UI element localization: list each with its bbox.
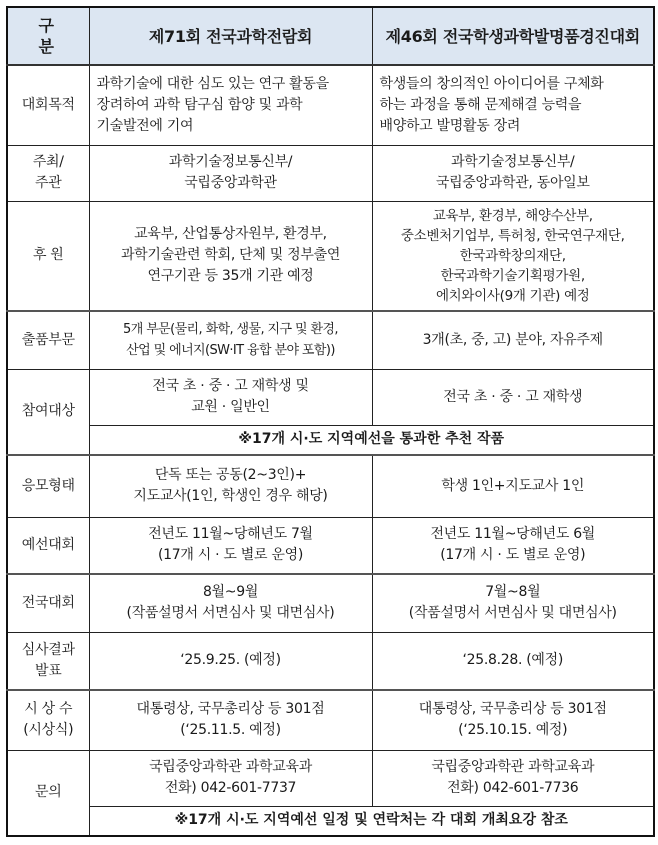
text-line: (시상식) <box>23 722 74 739</box>
text-line: 한국과학창의재단, <box>459 247 566 264</box>
text-line: 주관 <box>35 175 62 191</box>
text-line: 중소벤처기업부, 특허청, 한국연구재단, <box>400 227 625 244</box>
awards-col1 <box>89 690 372 750</box>
text-line: (17개 시 · 도 별로 운영) <box>157 547 303 564</box>
row-awards <box>7 690 654 750</box>
text-line: 발표 <box>35 662 62 679</box>
text-line: 국립중앙과학관 <box>184 175 277 191</box>
row-sponsor <box>7 201 654 311</box>
text-line: 연구기관 등 35개 기관 예정 <box>147 268 314 285</box>
entry-type-col1 <box>89 455 372 517</box>
text-line: 교원 · 일반인 <box>191 399 270 415</box>
text-line: 지도교사(1인, 학생인 경우 해당) <box>133 488 328 505</box>
host-col1 <box>89 145 372 201</box>
text-line: 과학기술정보통신부/ <box>451 154 575 170</box>
sponsor-col2 <box>372 201 654 311</box>
header-row <box>7 7 654 65</box>
text-line: (작품설명서 서면심사 및 대면심사) <box>408 605 617 622</box>
awards-col2 <box>372 690 654 750</box>
row-label-purpose: 대회목적 <box>7 65 89 145</box>
text-line: 에치와이사(9개 기관) 예정 <box>435 287 590 304</box>
text-line: 교육부, 환경부, 해양수산부, <box>432 207 593 224</box>
row-host <box>7 145 654 201</box>
category-col2 <box>372 311 654 369</box>
row-eligibility <box>7 369 654 425</box>
text-line: 하는 과정을 통해 문제해결 능력을 <box>379 96 582 113</box>
sponsor-col1 <box>89 201 372 311</box>
text-line: 전화) 042-601-7737 <box>164 780 297 796</box>
text-line: 학생들의 창의적인 아이디어를 구체화 <box>379 75 604 92</box>
text-line: 시 상 수 <box>24 701 73 718</box>
eligibility-col1 <box>89 369 372 425</box>
row-results <box>7 632 654 690</box>
text-line: ‘25.9.25. (예정) <box>180 652 281 669</box>
text-line: 8월~9월 <box>202 584 259 601</box>
national-col2 <box>372 574 654 632</box>
text-line: 심사결과 <box>21 641 75 658</box>
text-line: 기술발전에 기여 <box>96 117 194 134</box>
row-label-entry-type: 응모형태 <box>7 455 89 517</box>
row-label-eligibility: 참여대상 <box>7 369 89 455</box>
text-line: 전국 초 · 중 · 고 재학생 및 <box>152 378 309 394</box>
purpose-col2 <box>372 65 654 145</box>
row-label-category: 출품부문 <box>7 311 89 369</box>
row-label-awards <box>7 690 89 750</box>
text-line: 국립중앙과학관 과학교육과 <box>149 759 312 775</box>
row-label-host <box>7 145 89 201</box>
category-col1 <box>89 311 372 369</box>
text-line: 대통령상, 국무총리상 등 301점 <box>418 701 607 718</box>
text-line: 7월~8월 <box>485 584 541 601</box>
text-line: 국립중앙과학관 과학교육과 <box>431 759 595 775</box>
text-line: 산업 및 에너지(SW·IT 융합 분야 포함)) <box>126 343 335 359</box>
results-col2 <box>372 632 654 690</box>
row-national <box>7 574 654 632</box>
header-science-exhibition: 제71회 전국과학전람회 <box>89 7 372 65</box>
results-col1 <box>89 632 372 690</box>
text-line: 대통령상, 국무총리상 등 301점 <box>136 701 325 718</box>
entry-type-col2 <box>372 455 654 517</box>
host-col2 <box>372 145 654 201</box>
row-label-sponsor: 후 원 <box>7 201 89 311</box>
text-line: 전년도 11월~당해년도 7월 <box>148 526 313 543</box>
row-label-preliminary: 예선대회 <box>7 517 89 574</box>
text-line: 한국과학기술기획평가원, <box>440 267 585 284</box>
text-line: 3개(초, 중, 고) 분야, 자유주제 <box>422 331 603 348</box>
text-line: 과학기술정보통신부/ <box>168 154 293 170</box>
header-category-label: 구 분 <box>7 7 89 65</box>
text-line: 전년도 11월~당해년도 6월 <box>430 526 596 543</box>
national-col1 <box>89 574 372 632</box>
row-eligibility-note <box>7 425 654 455</box>
text-line: 5개 부문(물리, 화학, 생물, 지구 및 환경, <box>123 322 338 338</box>
text-line: 주최/ <box>32 154 64 170</box>
text-line: (17개 시 · 도 별로 운영) <box>440 547 586 564</box>
text-line: 과학기술관련 학회, 단체 및 정부출연 <box>120 247 341 264</box>
text-line: 배양하고 발명활동 장려 <box>379 117 521 134</box>
text-line: 학생 1인+지도교사 1인 <box>441 477 585 494</box>
text-line: 전국 초 · 중 · 고 재학생 <box>443 388 583 405</box>
text-line: (‘25.10.15. 예정) <box>458 722 568 739</box>
contact-col2 <box>372 750 654 806</box>
row-label-contact: 문의 <box>7 750 89 836</box>
row-label-national: 전국대회 <box>7 574 89 632</box>
text-line: 과학기술에 대한 심도 있는 연구 활동을 <box>96 75 329 92</box>
text-line: ‘25.8.28. (예정) <box>462 652 564 669</box>
eligibility-col2 <box>372 369 654 425</box>
row-contact <box>7 750 654 806</box>
header-invention-contest: 제46회 전국학생과학발명품경진대회 <box>372 7 654 65</box>
row-contact-note <box>7 806 654 836</box>
row-purpose <box>7 65 654 145</box>
row-label-results <box>7 632 89 690</box>
preliminary-col2 <box>372 517 654 574</box>
contact-col1 <box>89 750 372 806</box>
contact-note: ※17개 시·도 지역예선 일정 및 연락처는 각 대회 개최요강 참조 <box>89 806 654 836</box>
row-entry-type <box>7 455 654 517</box>
text-line: 장려하여 과학 탐구심 함양 및 과학 <box>96 96 303 113</box>
text-line: (‘25.11.5. 예정) <box>180 722 281 739</box>
preliminary-col1 <box>89 517 372 574</box>
text-line: 교육부, 산업통상자원부, 환경부, <box>134 226 327 243</box>
competition-comparison-table <box>6 6 655 837</box>
eligibility-note: ※17개 시·도 지역예선을 통과한 추천 작품 <box>89 425 654 455</box>
text-line: 전화) 042-601-7736 <box>447 780 579 796</box>
row-preliminary <box>7 517 654 574</box>
row-category <box>7 311 654 369</box>
text-line: 국립중앙과학관, 동아일보 <box>435 175 590 191</box>
text-line: (작품설명서 서면심사 및 대면심사) <box>126 605 335 622</box>
text-line: 단독 또는 공동(2~3인)+ <box>154 467 307 484</box>
purpose-col1 <box>89 65 372 145</box>
